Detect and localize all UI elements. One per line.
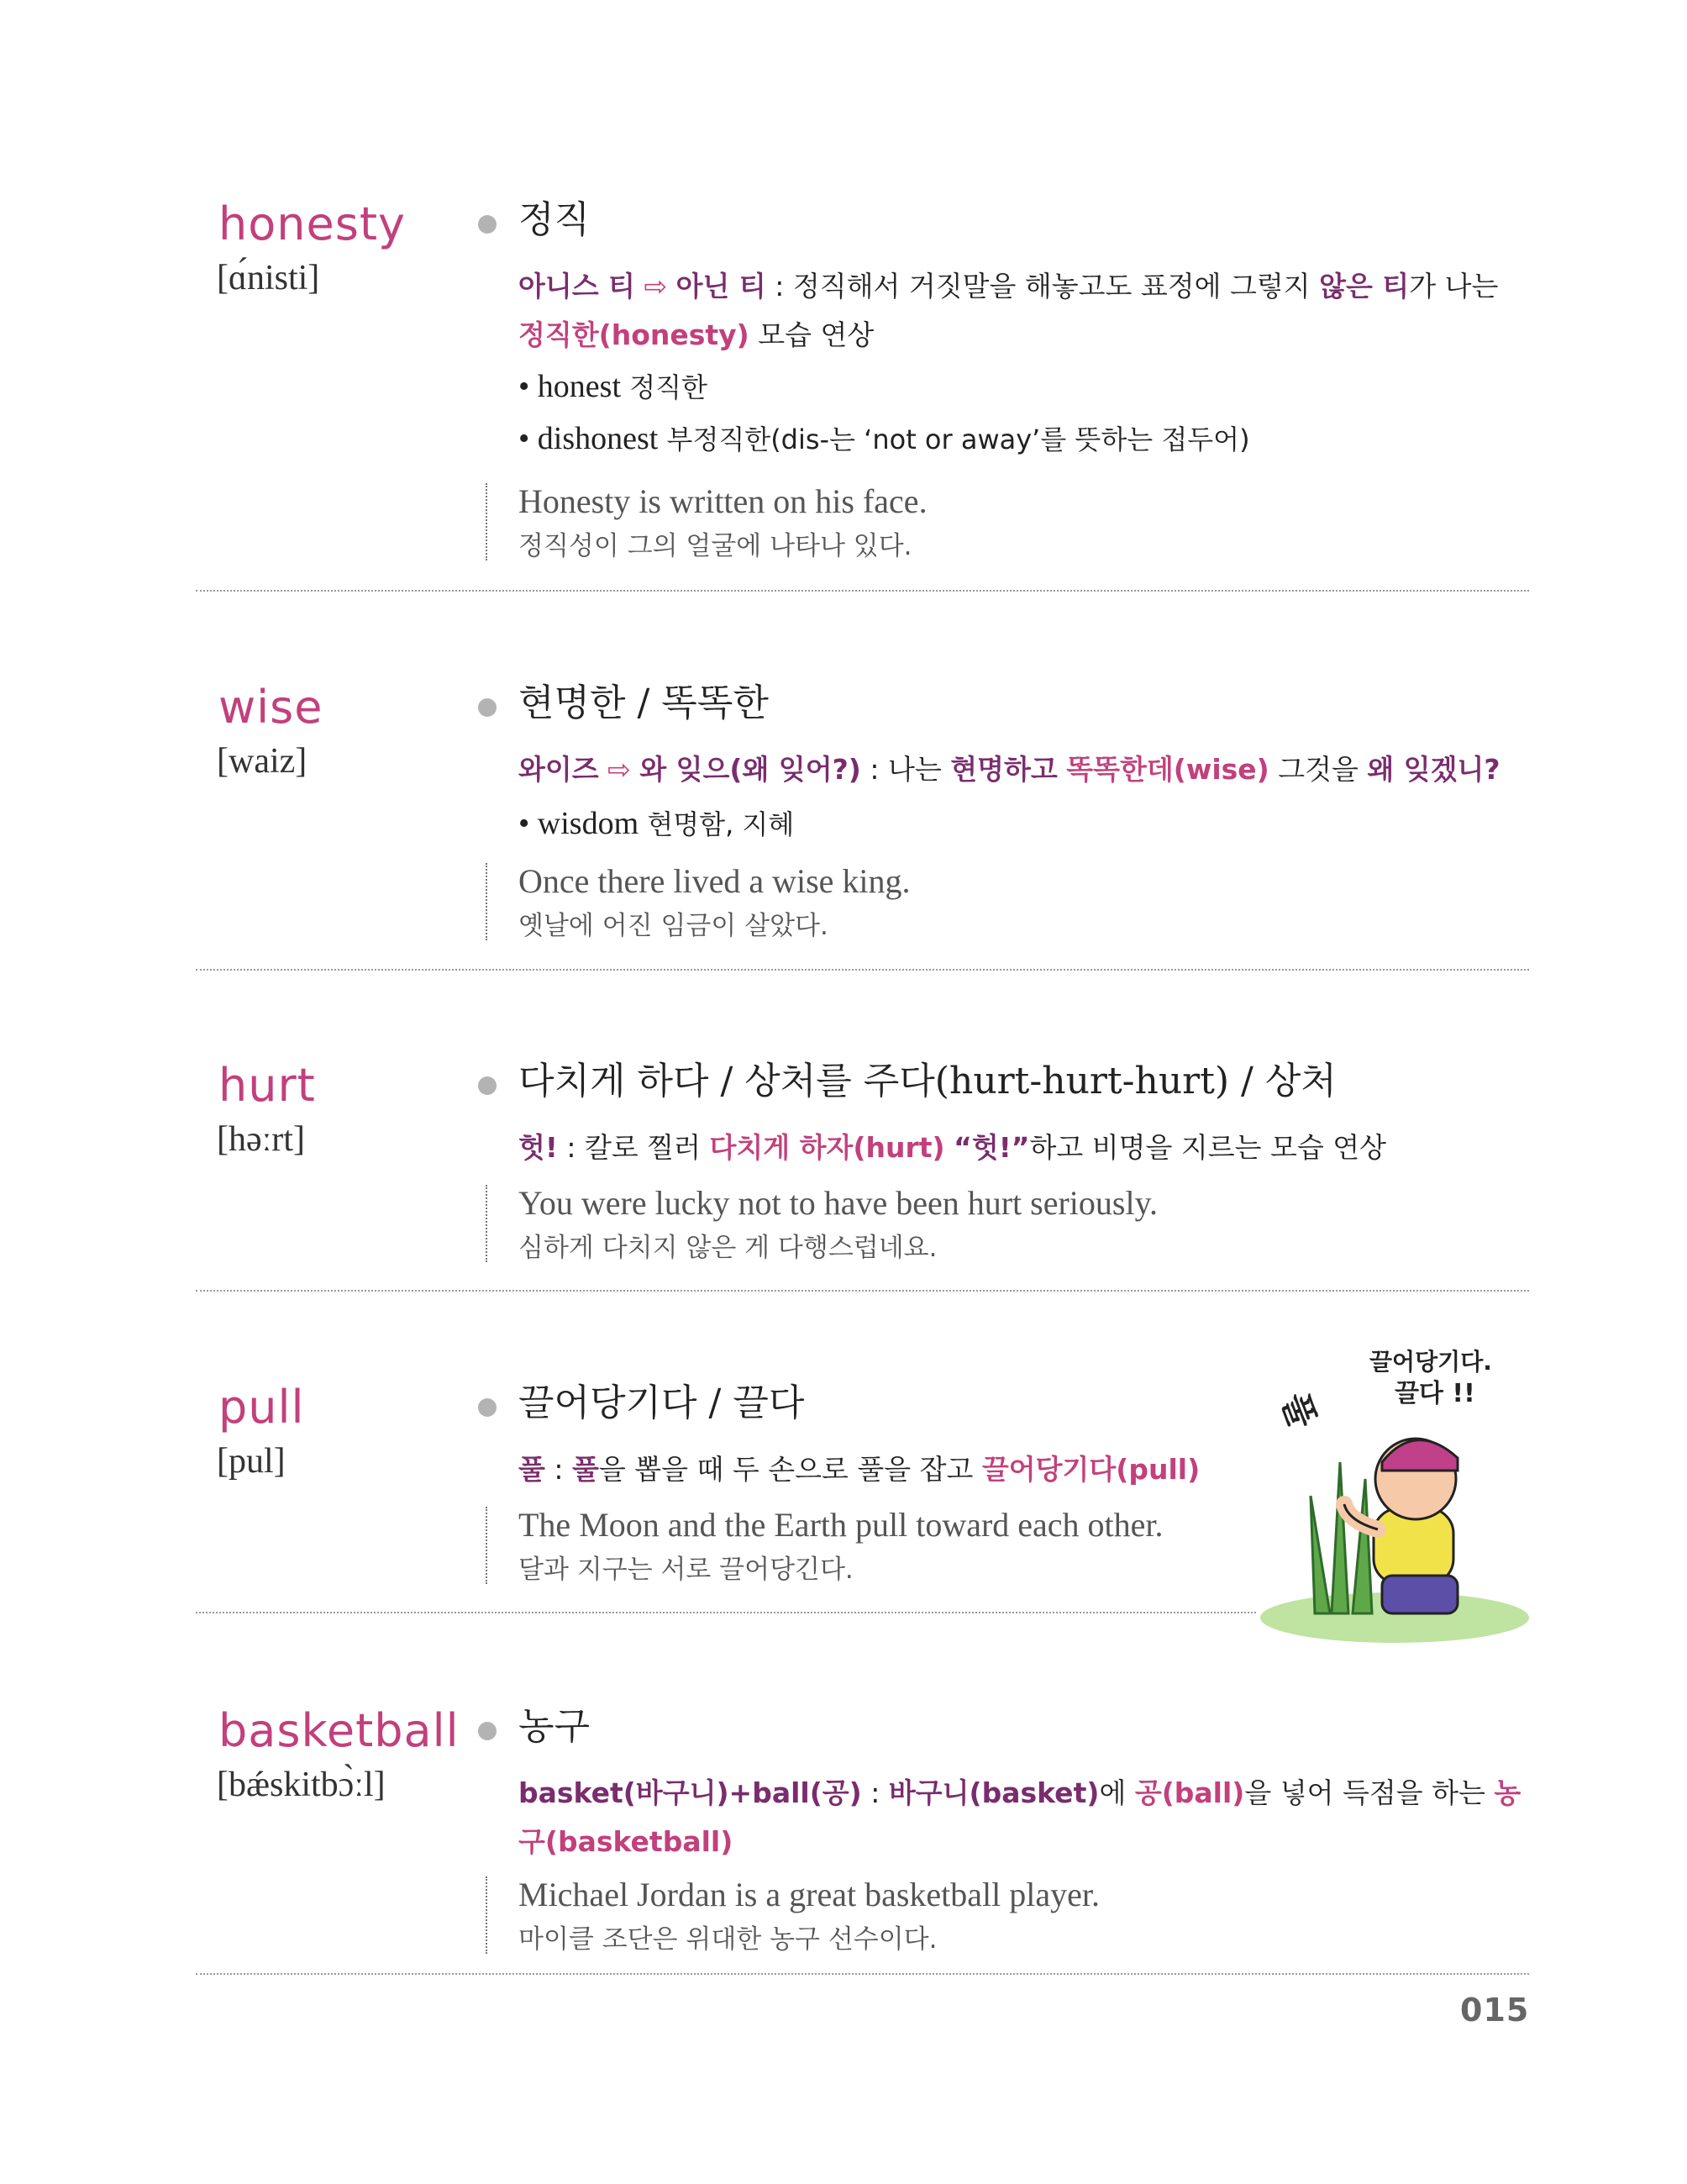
cartoon-text-3: 풀 — [1274, 1387, 1324, 1434]
arrow-icon: ⇨ — [644, 270, 668, 303]
meaning-bullet-icon — [478, 215, 497, 234]
meaning-bullet-icon — [478, 1722, 497, 1740]
example-ko: 마이클 조단은 위대한 농구 선수이다. — [518, 1924, 938, 1955]
example — [486, 863, 911, 940]
headword: hurt — [218, 1059, 316, 1112]
derivative: • dishonest 부정직한(dis-는 ‘not or away’를 뜻하는 접두어) — [518, 421, 1250, 456]
cartoon-illustration — [1256, 1336, 1533, 1655]
example-en: Michael Jordan is a great basketball player. — [518, 1876, 1100, 1913]
example-ko: 달과 지구는 서로 끌어당긴다. — [518, 1555, 854, 1585]
page-number: 015 — [1460, 1992, 1530, 2029]
example — [486, 1185, 1158, 1262]
divider — [196, 1290, 1529, 1292]
headword: pull — [218, 1381, 305, 1434]
headword: honesty — [218, 197, 406, 250]
mnemonic: 풀 : 풀을 뽑을 때 두 손으로 풀을 잡고 끌어당기다(pull) — [518, 1453, 1201, 1486]
mnemonic: 아니스 티 ⇨ 아닌 티 : 정직해서 거짓말을 해놓고도 표정에 그렇지 않은 티가 나는 정직한(honesty) 모습 연상 — [518, 270, 1499, 351]
meaning-bullet-icon — [478, 1076, 497, 1095]
divider — [196, 1973, 1529, 1975]
grass-shape — [1311, 1462, 1372, 1613]
example-ko: 정직성이 그의 얼굴에 나타나 있다. — [518, 531, 912, 561]
meaning-bullet-icon — [478, 1398, 497, 1417]
divider — [196, 969, 1529, 971]
cartoon-text-1: 끌어당기다. — [1369, 1348, 1492, 1376]
divider — [196, 1612, 1256, 1613]
mnemonic: basket(바구니)+ball(공) : 바구니(basket)에 공(ball)을 넣어 득점을 하는 농구(basketball) — [518, 1776, 1521, 1858]
legs-shape — [1382, 1576, 1458, 1613]
meaning-bullet-icon — [478, 698, 497, 717]
phonetic: [pul] — [217, 1442, 286, 1481]
meaning: 끌어당기다 / 끌다 — [518, 1381, 805, 1424]
example-en: Once there lived a wise king. — [518, 862, 911, 900]
example-ko: 심하게 다치지 않은 게 다행스럽네요. — [518, 1233, 938, 1263]
mnemonic: 헛! : 칼로 찔러 다치게 하자(hurt) “헛!”하고 비명을 지르는 모습 연상 — [518, 1131, 1386, 1164]
phonetic: [waiz] — [217, 742, 307, 781]
arrow-icon: ⇨ — [607, 753, 631, 786]
example-en: Honesty is written on his face. — [518, 482, 928, 520]
meaning: 농구 — [518, 1705, 591, 1748]
arms-shape — [1344, 1504, 1378, 1529]
example-en: The Moon and the Earth pull toward each other. — [518, 1506, 1164, 1544]
headword: basketball — [218, 1704, 460, 1757]
mnemonic: 와이즈 ⇨ 와 잊으(왜 잊어?) : 나는 현명하고 똑똑한데(wise) 그것을 왜 잊겠니? — [518, 753, 1500, 786]
example — [486, 1507, 1164, 1584]
phonetic: [ɑ́nisti] — [217, 259, 320, 297]
headword: wise — [218, 681, 323, 734]
example — [486, 483, 928, 560]
derivative: • wisdom 현명함, 지혜 — [518, 806, 795, 841]
example — [486, 1876, 1100, 1954]
meaning: 다치게 하다 / 상처를 주다(hurt-hurt-hurt) / 상처 — [518, 1060, 1337, 1103]
phonetic: [həːrt] — [217, 1120, 305, 1159]
cartoon-text-2: 끌다 !! — [1395, 1379, 1475, 1408]
derivative: • honest 정직한 — [518, 369, 707, 404]
meaning: 현명한 / 똑똑한 — [518, 682, 769, 724]
meaning: 정직 — [518, 198, 591, 241]
phonetic: [bǽskitbɔ̀ːl] — [217, 1766, 386, 1804]
example-en: You were lucky not to have been hurt seriously. — [518, 1184, 1158, 1222]
example-ko: 옛날에 어진 임금이 살았다. — [518, 911, 828, 941]
divider — [196, 590, 1529, 592]
